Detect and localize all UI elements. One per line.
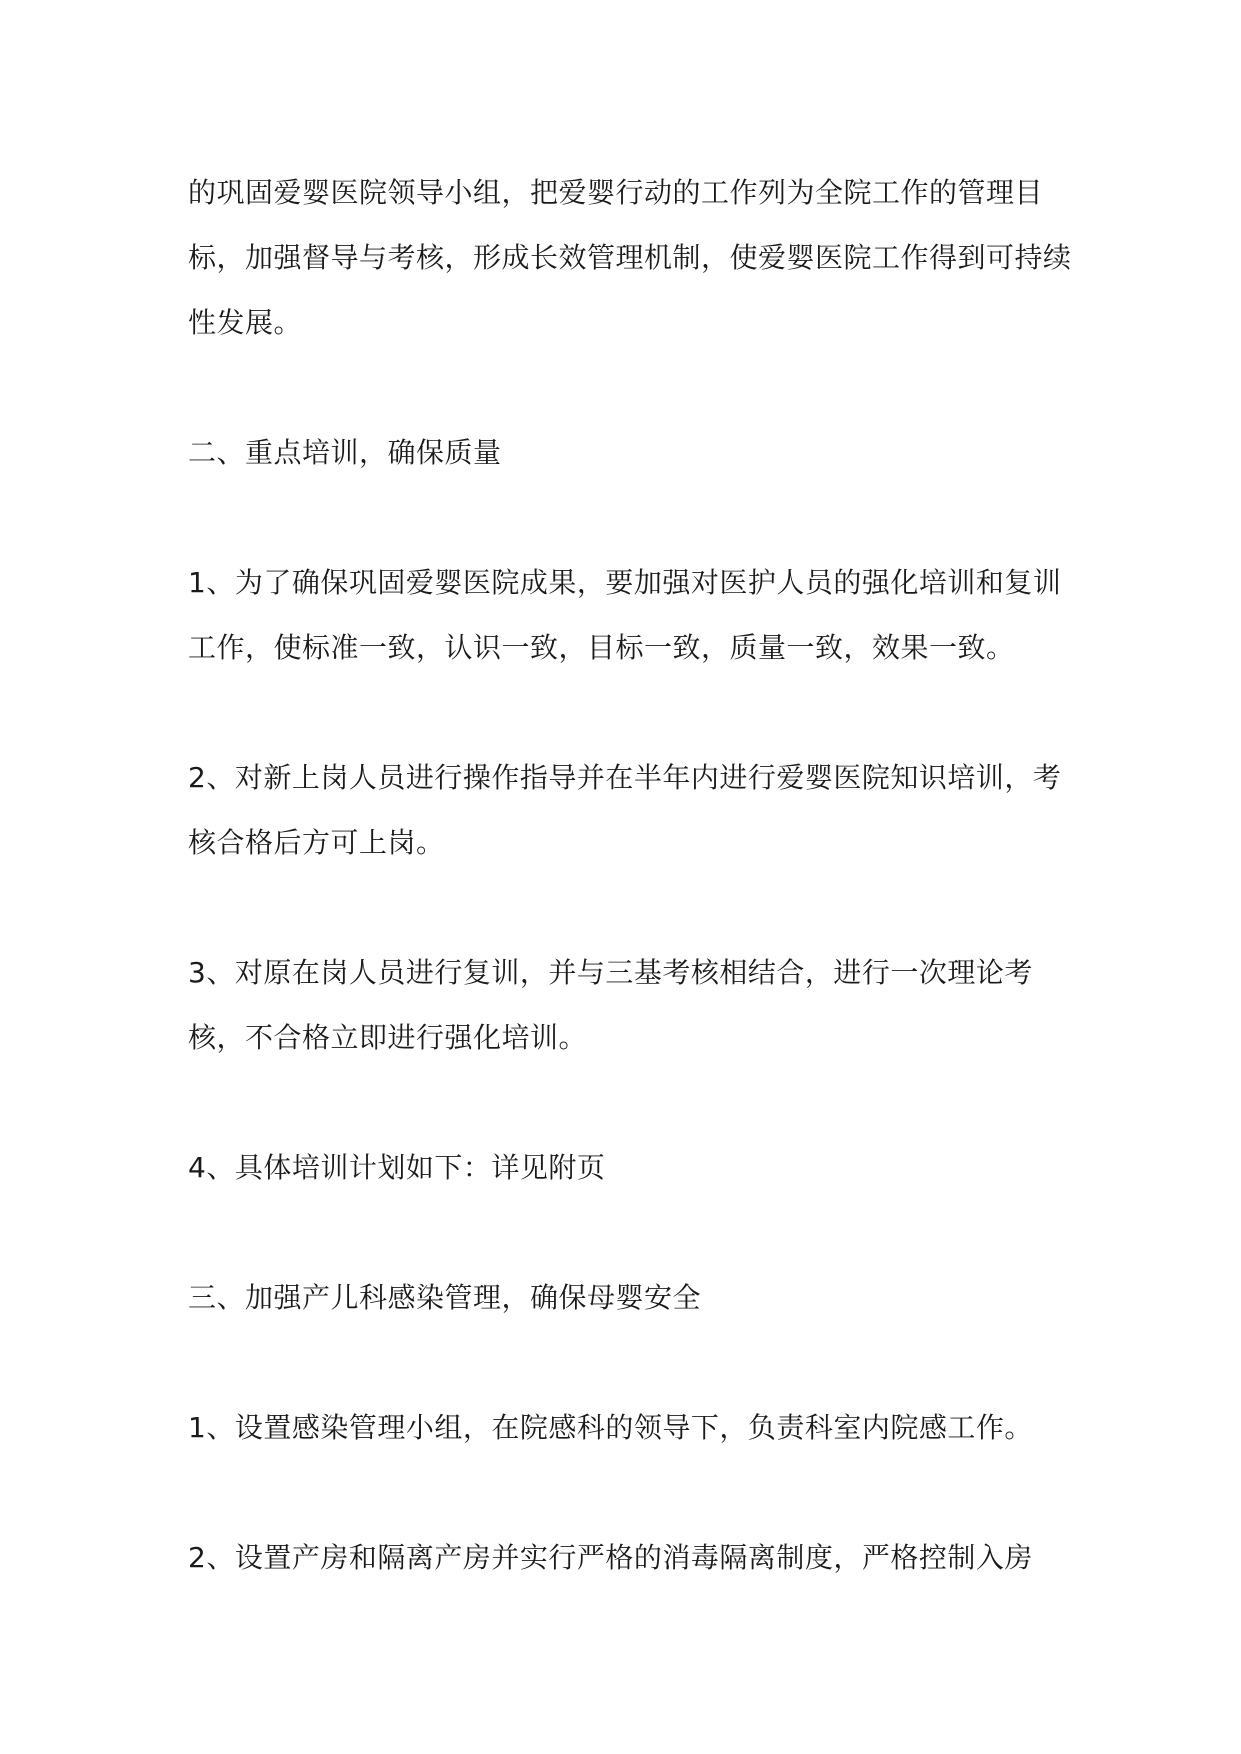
list-item-3-2: 2、设置产房和隔离产房并实行严格的消毒隔离制度，严格控制入房 bbox=[188, 1541, 1033, 1574]
document-body bbox=[188, 160, 1088, 1655]
list-item-2-4: 4、具体培训计划如下：详见附页 bbox=[188, 1151, 606, 1184]
list-item-3-1: 1、设置感染管理小组，在院感科的领导下，负责科室内院感工作。 bbox=[188, 1411, 1033, 1444]
list-item-2-3: 3、对原在岗人员进行复训，并与三基考核相结合，进行一次理论考核，不合格立即进行强化培训。 bbox=[188, 956, 1033, 1054]
list-item-2-1: 1、为了确保巩固爱婴医院成果，要加强对医护人员的强化培训和复训工作，使标准一致，认识一致，目标一致，质量一致，效果一致。 bbox=[188, 566, 1062, 664]
section-heading-2: 二、重点培训，确保质量 bbox=[188, 436, 502, 469]
paragraph-continuation: 的巩固爱婴医院领导小组，把爱婴行动的工作列为全院工作的管理目标，加强督导与考核，形成长效管理机制，使爱婴医院工作得到可持续性发展。 bbox=[188, 176, 1072, 339]
list-item-2-2: 2、对新上岗人员进行操作指导并在半年内进行爱婴医院知识培训，考核合格后方可上岗。 bbox=[188, 761, 1062, 859]
section-heading-3: 三、加强产儿科感染管理，确保母婴安全 bbox=[188, 1281, 702, 1314]
